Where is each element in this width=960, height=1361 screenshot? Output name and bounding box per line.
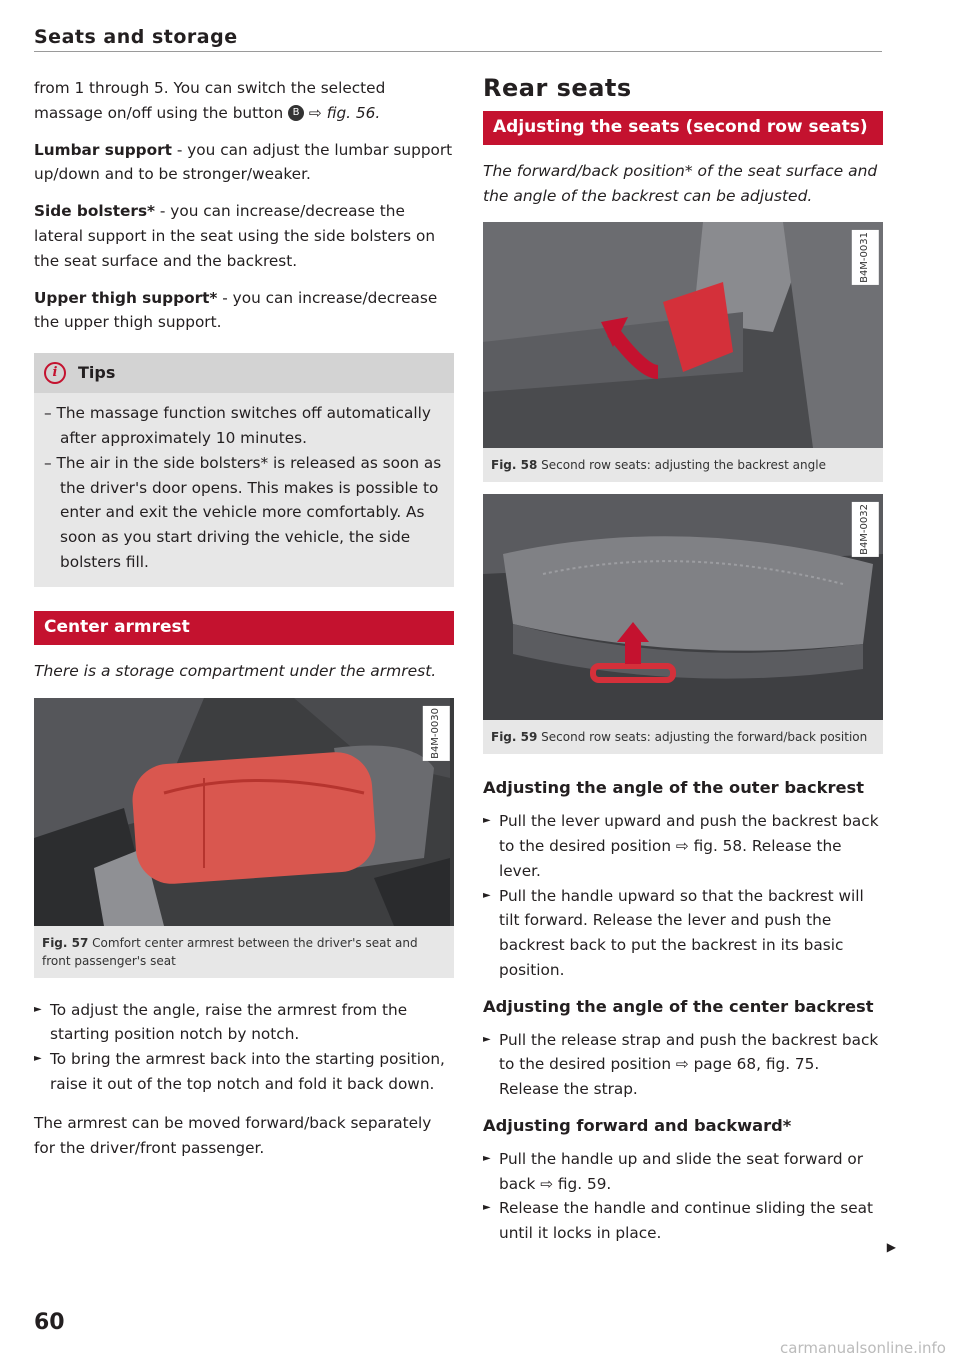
fig-57-code: B4M-0030 xyxy=(423,706,450,761)
thigh-paragraph xyxy=(34,286,454,336)
header-rule xyxy=(34,51,882,52)
fig-59-label: Fig. 59 xyxy=(491,730,538,745)
thigh-term: Upper thigh support* xyxy=(34,288,218,307)
side-paragraph xyxy=(34,199,454,273)
second-row-intro: The forward/back position* of the seat surface and the angle of the backrest can be adjusted. xyxy=(483,161,878,205)
step-item: ► To adjust the angle, raise the armrest from the starting position notch by notch. xyxy=(34,998,454,1048)
forward-backward-steps xyxy=(483,1147,883,1246)
side-term: Side bolsters* xyxy=(34,202,156,221)
tip-item: – The air in the side bolsters* is released as soon as the driver's door opens. This makes is possible to enter and exit the vehicle more comfortably. As soon as you start driving the vehicle, the side bolsters fill. xyxy=(44,453,442,571)
step-item: ► Pull the handle up and slide the seat forward or back ⇨ fig. 59. xyxy=(483,1147,883,1197)
continue-arrow-icon: ▶ xyxy=(886,1240,896,1254)
thigh-text: - you can increase/decrease the upper thigh support. xyxy=(34,288,438,332)
outer-backrest-heading: Adjusting the angle of the outer backrest xyxy=(483,778,864,798)
right-column xyxy=(483,76,883,1246)
lumbar-text: - you can adjust the lumbar support up/down and to be stronger/weaker. xyxy=(34,140,453,184)
lumbar-paragraph xyxy=(34,138,454,188)
watermark: carmanualsonline.info xyxy=(780,1339,946,1357)
lumbar-term: Lumbar support xyxy=(34,140,172,159)
seat-slide-illustration xyxy=(483,494,883,720)
tips-list xyxy=(34,401,454,575)
armrest-heading: Center armrest xyxy=(34,611,454,645)
tip-item: – The massage function switches off automatically after approximately 10 minutes. xyxy=(44,404,431,447)
massage-paragraph xyxy=(34,76,454,126)
center-backrest-steps xyxy=(483,1028,883,1102)
fig-57-caption xyxy=(34,926,454,978)
step-item: ► To bring the armrest back into the starting position, raise it out of the top notch and fold it back down. xyxy=(34,1047,454,1097)
fig-58-caption xyxy=(483,448,883,482)
fig-57-image xyxy=(34,698,454,926)
massage-text: from 1 through 5. You can switch the selected massage on/off using the button xyxy=(34,79,386,122)
fig-59-text: Second row seats: adjusting the forward/back position xyxy=(541,730,868,745)
forward-backward-heading: Adjusting forward and backward* xyxy=(483,1115,792,1135)
step-item: ► Pull the release strap and push the backrest back to the desired position ⇨ page 68, fig. 75. Release the strap. xyxy=(483,1028,883,1102)
fig-59-caption xyxy=(483,720,883,754)
left-column xyxy=(34,76,454,1172)
page-header: Seats and storage xyxy=(34,26,238,48)
tips-header xyxy=(34,353,454,393)
fig-57-label: Fig. 57 xyxy=(42,935,89,950)
fig-58-code: B4M-0031 xyxy=(852,230,879,285)
second-row-heading: Adjusting the seats (second row seats) xyxy=(483,111,883,145)
backrest-illustration xyxy=(483,222,883,448)
step-item: ► Pull the handle upward so that the backrest will tilt forward. Release the lever and push the backrest back to put the backrest in its basic position. xyxy=(483,884,883,983)
fig-56-ref[interactable]: ⇨ fig. 56. xyxy=(308,103,381,122)
tips-title: Tips xyxy=(78,362,116,382)
rear-seats-title: Rear seats xyxy=(483,74,632,102)
armrest-illustration xyxy=(34,698,450,926)
outer-backrest-steps xyxy=(483,809,883,983)
fig-58-image xyxy=(483,222,883,448)
step-item: ► Release the handle and continue sliding the seat until it locks in place. xyxy=(483,1196,883,1246)
fig-59-code: B4M-0032 xyxy=(852,502,879,557)
armrest-steps xyxy=(34,998,454,1097)
tips-box xyxy=(34,353,454,587)
fig-57-text: Comfort center armrest between the driver's seat and front passenger's seat xyxy=(42,935,418,968)
side-text: - you can increase/decrease the lateral support in the seat using the side bolsters on the seat surface and the backrest. xyxy=(34,202,436,270)
fig-59-image xyxy=(483,494,883,720)
page-number: 60 xyxy=(34,1310,65,1335)
info-icon: i xyxy=(44,362,66,384)
button-b-icon: B xyxy=(288,105,304,121)
armrest-note: The armrest can be moved forward/back separately for the driver/front passenger. xyxy=(34,1113,432,1157)
step-item: ► Pull the lever upward and push the backrest back to the desired position ⇨ fig. 58. Release the lever. xyxy=(483,809,883,883)
center-backrest-heading: Adjusting the angle of the center backrest xyxy=(483,996,874,1016)
armrest-intro: There is a storage compartment under the armrest. xyxy=(34,661,437,680)
fig-58-label: Fig. 58 xyxy=(491,458,538,473)
fig-58-text: Second row seats: adjusting the backrest angle xyxy=(541,458,826,473)
